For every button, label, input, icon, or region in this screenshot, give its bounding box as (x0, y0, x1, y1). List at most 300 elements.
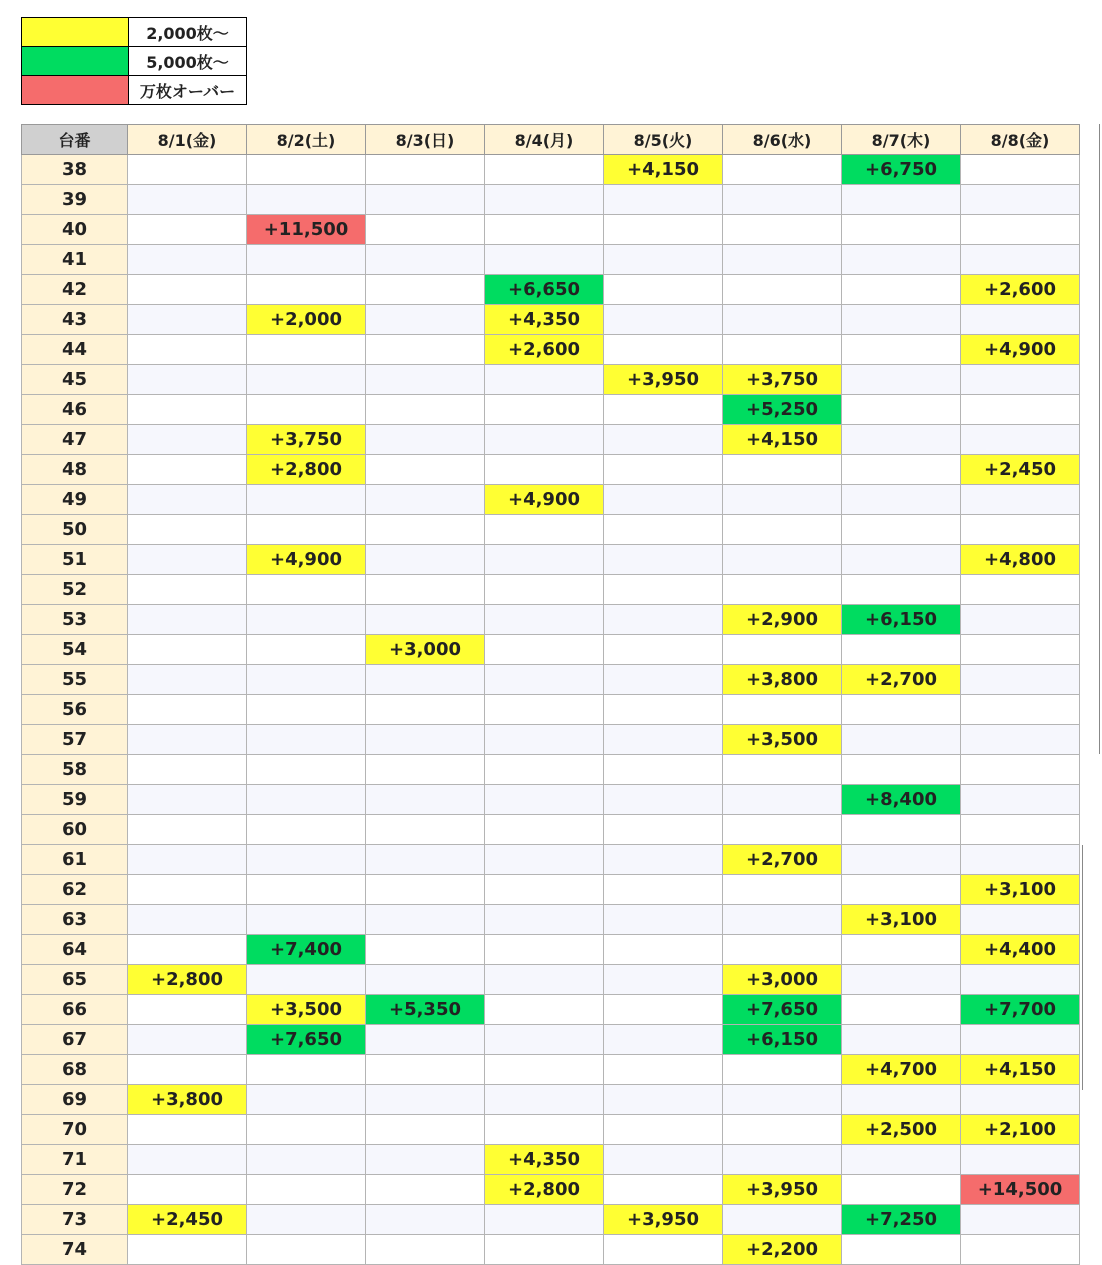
result-cell: +2,900 (723, 605, 842, 635)
table-row (22, 1025, 1080, 1055)
result-cell (247, 785, 366, 815)
result-cell (128, 725, 247, 755)
table-row (22, 425, 1080, 455)
result-cell: +4,400 (961, 935, 1080, 965)
result-cell (723, 1085, 842, 1115)
result-cell: +14,500 (961, 1175, 1080, 1205)
result-cell (604, 725, 723, 755)
result-cell (366, 305, 485, 335)
result-cell (485, 875, 604, 905)
result-cell (842, 845, 961, 875)
result-cell (366, 335, 485, 365)
result-cell (604, 485, 723, 515)
result-cell (128, 635, 247, 665)
machine-number: 55 (22, 665, 128, 695)
table-row (22, 245, 1080, 275)
result-cell (485, 515, 604, 545)
result-cell (366, 1175, 485, 1205)
result-cell (842, 245, 961, 275)
date-header: 8/4(月) (485, 125, 604, 155)
result-cell: +6,650 (485, 275, 604, 305)
result-cell (128, 905, 247, 935)
result-cell (485, 665, 604, 695)
result-cell (247, 575, 366, 605)
result-cell (366, 695, 485, 725)
result-cell (961, 395, 1080, 425)
result-cell (366, 215, 485, 245)
result-cell (366, 575, 485, 605)
table-row (22, 635, 1080, 665)
machine-number: 43 (22, 305, 128, 335)
result-cell (247, 605, 366, 635)
result-cell (723, 815, 842, 845)
machine-number: 59 (22, 785, 128, 815)
result-cell (842, 335, 961, 365)
result-cell (128, 875, 247, 905)
result-cell (961, 815, 1080, 845)
machine-number: 56 (22, 695, 128, 725)
machine-number: 42 (22, 275, 128, 305)
machine-number: 41 (22, 245, 128, 275)
result-cell (604, 1235, 723, 1265)
result-cell: +8,400 (842, 785, 961, 815)
result-cell (247, 1085, 366, 1115)
result-cell (604, 995, 723, 1025)
result-cell (842, 485, 961, 515)
result-cell: +4,800 (961, 545, 1080, 575)
machine-number: 74 (22, 1235, 128, 1265)
legend-row (22, 76, 247, 105)
result-cell (842, 1145, 961, 1175)
result-cell (723, 1115, 842, 1145)
machine-number: 49 (22, 485, 128, 515)
result-cell (485, 995, 604, 1025)
result-cell (961, 1235, 1080, 1265)
result-cell (723, 695, 842, 725)
result-cell: +5,350 (366, 995, 485, 1025)
result-cell: +3,800 (723, 665, 842, 695)
result-cell (842, 995, 961, 1025)
result-cell (485, 965, 604, 995)
result-cell (485, 815, 604, 845)
table-row (22, 1145, 1080, 1175)
result-cell (842, 1235, 961, 1265)
table-row (22, 575, 1080, 605)
legend-swatch (22, 76, 129, 105)
machine-number: 71 (22, 1145, 128, 1175)
result-cell: +6,150 (723, 1025, 842, 1055)
result-cell: +2,800 (247, 455, 366, 485)
result-cell (604, 275, 723, 305)
result-cell (128, 1145, 247, 1175)
result-cell (128, 185, 247, 215)
result-cell (485, 845, 604, 875)
result-cell (604, 905, 723, 935)
table-row (22, 605, 1080, 635)
result-cell (128, 815, 247, 845)
result-cell (604, 215, 723, 245)
table-row (22, 785, 1080, 815)
machine-number: 53 (22, 605, 128, 635)
result-cell (247, 185, 366, 215)
result-cell (604, 605, 723, 635)
result-cell: +3,950 (604, 1205, 723, 1235)
result-cell (485, 1115, 604, 1145)
result-cell (961, 635, 1080, 665)
result-cell (247, 815, 366, 845)
result-cell (485, 425, 604, 455)
result-cell (485, 185, 604, 215)
legend-label: 5,000枚～ (129, 47, 247, 76)
result-cell: +4,900 (247, 545, 366, 575)
result-cell (723, 935, 842, 965)
result-cell (128, 515, 247, 545)
table-row (22, 545, 1080, 575)
result-cell (366, 845, 485, 875)
result-cell (723, 1145, 842, 1175)
result-cell (128, 455, 247, 485)
result-cell: +3,500 (723, 725, 842, 755)
result-cell (842, 965, 961, 995)
result-cell (961, 425, 1080, 455)
result-cell: +2,600 (485, 335, 604, 365)
machine-number: 68 (22, 1055, 128, 1085)
result-cell (842, 425, 961, 455)
result-cell (961, 755, 1080, 785)
result-cell (961, 215, 1080, 245)
result-cell (485, 605, 604, 635)
result-cell (366, 1115, 485, 1145)
sheet-edge-line (1082, 845, 1083, 1090)
table-row (22, 1235, 1080, 1265)
legend-swatch (22, 47, 129, 76)
legend-row (22, 47, 247, 76)
result-cell (842, 635, 961, 665)
result-cell (723, 515, 842, 545)
result-cell (128, 1025, 247, 1055)
machine-number-header: 台番 (22, 125, 128, 155)
result-cell (247, 275, 366, 305)
result-cell (366, 455, 485, 485)
result-cell (961, 665, 1080, 695)
result-cell (842, 365, 961, 395)
result-cell (485, 575, 604, 605)
result-cell (723, 635, 842, 665)
result-cell (842, 755, 961, 785)
result-cell (128, 215, 247, 245)
result-cell (842, 695, 961, 725)
result-cell (961, 605, 1080, 635)
result-cell (366, 1025, 485, 1055)
table-row (22, 875, 1080, 905)
machine-number: 62 (22, 875, 128, 905)
result-cell (604, 305, 723, 335)
result-cell (247, 155, 366, 185)
result-cell (842, 1085, 961, 1115)
result-cell: +7,700 (961, 995, 1080, 1025)
machine-number: 57 (22, 725, 128, 755)
result-cell (366, 1235, 485, 1265)
result-cell (128, 275, 247, 305)
result-cell (485, 245, 604, 275)
result-cell: +6,750 (842, 155, 961, 185)
result-cell (604, 815, 723, 845)
result-cell (961, 725, 1080, 755)
result-cell (961, 155, 1080, 185)
result-cell (842, 935, 961, 965)
table-row (22, 335, 1080, 365)
result-cell (723, 575, 842, 605)
result-cell (366, 725, 485, 755)
table-row (22, 485, 1080, 515)
result-cell (247, 1055, 366, 1085)
date-header: 8/2(土) (247, 125, 366, 155)
result-cell (366, 875, 485, 905)
table-row (22, 1055, 1080, 1085)
result-cell (366, 755, 485, 785)
result-cell: +2,800 (485, 1175, 604, 1205)
result-cell (366, 275, 485, 305)
result-cell (128, 1235, 247, 1265)
result-cell (128, 1115, 247, 1145)
table-row (22, 455, 1080, 485)
result-cell (604, 695, 723, 725)
result-cell (842, 815, 961, 845)
result-cell (128, 695, 247, 725)
machine-number: 45 (22, 365, 128, 395)
result-cell: +4,150 (961, 1055, 1080, 1085)
result-cell (366, 1085, 485, 1115)
result-cell (604, 755, 723, 785)
result-cell (366, 425, 485, 455)
machine-number: 44 (22, 335, 128, 365)
result-cell (128, 245, 247, 275)
result-cell (128, 425, 247, 455)
result-cell (842, 185, 961, 215)
result-cell: +4,900 (961, 335, 1080, 365)
result-cell: +4,700 (842, 1055, 961, 1085)
result-cell (247, 875, 366, 905)
result-cell (247, 1115, 366, 1145)
result-cell: +3,100 (961, 875, 1080, 905)
result-cell (961, 485, 1080, 515)
result-cell (723, 1205, 842, 1235)
result-cell (961, 785, 1080, 815)
table-row (22, 365, 1080, 395)
result-cell (961, 695, 1080, 725)
sheet-edge-line (1099, 124, 1100, 754)
result-cell: +3,100 (842, 905, 961, 935)
machine-number: 65 (22, 965, 128, 995)
date-header: 8/8(金) (961, 125, 1080, 155)
result-cell (604, 425, 723, 455)
result-cell (485, 1205, 604, 1235)
result-cell (247, 335, 366, 365)
result-cell (485, 1085, 604, 1115)
result-cell: +4,900 (485, 485, 604, 515)
result-cell (604, 665, 723, 695)
result-cell: +3,950 (723, 1175, 842, 1205)
result-cell (842, 1025, 961, 1055)
table-row (22, 725, 1080, 755)
result-cell: +2,600 (961, 275, 1080, 305)
result-cell (604, 875, 723, 905)
result-cell (842, 275, 961, 305)
result-cell (842, 515, 961, 545)
result-cell (247, 725, 366, 755)
table-row (22, 1175, 1080, 1205)
table-row (22, 815, 1080, 845)
result-cell (604, 455, 723, 485)
result-cell (485, 1055, 604, 1085)
date-header: 8/1(金) (128, 125, 247, 155)
result-cell (247, 485, 366, 515)
result-cell (723, 245, 842, 275)
result-cell (604, 1145, 723, 1175)
table-row (22, 395, 1080, 425)
legend-row (22, 18, 247, 47)
machine-number: 40 (22, 215, 128, 245)
legend-swatch (22, 18, 129, 47)
result-cell: +2,700 (842, 665, 961, 695)
result-cell (842, 725, 961, 755)
result-cell (723, 545, 842, 575)
result-cell (128, 305, 247, 335)
result-cell (723, 485, 842, 515)
result-cell (604, 1175, 723, 1205)
result-cell (128, 155, 247, 185)
machine-number: 50 (22, 515, 128, 545)
result-cell (485, 1235, 604, 1265)
table-row (22, 1205, 1080, 1235)
color-legend (21, 17, 247, 105)
date-header: 8/7(木) (842, 125, 961, 155)
result-cell (961, 575, 1080, 605)
machine-number: 67 (22, 1025, 128, 1055)
result-cell: +6,150 (842, 605, 961, 635)
result-cell (247, 395, 366, 425)
result-cell (485, 695, 604, 725)
machine-number: 70 (22, 1115, 128, 1145)
result-cell (128, 1175, 247, 1205)
result-cell (604, 1085, 723, 1115)
result-cell (485, 635, 604, 665)
result-cell (485, 215, 604, 245)
machine-number: 61 (22, 845, 128, 875)
table-row (22, 935, 1080, 965)
result-cell (485, 365, 604, 395)
result-cell (128, 1055, 247, 1085)
result-cell (723, 905, 842, 935)
result-cell (485, 935, 604, 965)
result-cell (247, 845, 366, 875)
result-cell (247, 905, 366, 935)
result-cell (961, 845, 1080, 875)
result-cell (366, 365, 485, 395)
result-cell (366, 185, 485, 215)
date-header: 8/6(水) (723, 125, 842, 155)
result-cell (247, 755, 366, 785)
result-cell: +7,650 (247, 1025, 366, 1055)
result-cell (604, 1025, 723, 1055)
result-cell (842, 305, 961, 335)
result-cell: +3,950 (604, 365, 723, 395)
result-cell: +3,000 (723, 965, 842, 995)
table-row (22, 845, 1080, 875)
result-cell (604, 395, 723, 425)
result-cell (723, 455, 842, 485)
result-cell (961, 965, 1080, 995)
result-cell (723, 215, 842, 245)
machine-number: 69 (22, 1085, 128, 1115)
result-cell (128, 545, 247, 575)
result-cell: +2,450 (128, 1205, 247, 1235)
result-cell (366, 485, 485, 515)
result-cell (366, 545, 485, 575)
machine-number: 73 (22, 1205, 128, 1235)
result-cell (128, 485, 247, 515)
result-cell: +7,650 (723, 995, 842, 1025)
table-row (22, 185, 1080, 215)
table-row (22, 215, 1080, 245)
result-cell: +5,250 (723, 395, 842, 425)
result-cell (961, 245, 1080, 275)
result-cell (366, 935, 485, 965)
result-cell (723, 335, 842, 365)
result-cell (247, 1205, 366, 1235)
machine-number: 72 (22, 1175, 128, 1205)
result-cell (842, 1175, 961, 1205)
result-cell: +3,750 (247, 425, 366, 455)
result-cell (485, 545, 604, 575)
result-cell (128, 665, 247, 695)
result-cell (128, 785, 247, 815)
machine-number: 63 (22, 905, 128, 935)
result-cell: +3,000 (366, 635, 485, 665)
result-cell (723, 755, 842, 785)
result-cell (604, 335, 723, 365)
result-cell (723, 875, 842, 905)
result-cell (723, 305, 842, 335)
result-cell (485, 725, 604, 755)
result-cell: +2,700 (723, 845, 842, 875)
result-cell (842, 875, 961, 905)
result-cell: +3,500 (247, 995, 366, 1025)
result-cell: +4,350 (485, 1145, 604, 1175)
result-cell: +3,750 (723, 365, 842, 395)
machine-number: 58 (22, 755, 128, 785)
machine-number: 66 (22, 995, 128, 1025)
result-cell (604, 635, 723, 665)
result-cell: +2,000 (247, 305, 366, 335)
result-cell (128, 755, 247, 785)
result-cell (366, 815, 485, 845)
result-cell (128, 935, 247, 965)
result-cell: +11,500 (247, 215, 366, 245)
table-row (22, 695, 1080, 725)
result-cell (604, 1055, 723, 1085)
result-cell (723, 785, 842, 815)
table-row (22, 905, 1080, 935)
result-cell (128, 995, 247, 1025)
result-cell (366, 245, 485, 275)
result-cell (961, 1025, 1080, 1055)
table-row (22, 995, 1080, 1025)
result-cell (604, 575, 723, 605)
machine-number: 47 (22, 425, 128, 455)
result-cell (961, 185, 1080, 215)
result-cell (366, 155, 485, 185)
